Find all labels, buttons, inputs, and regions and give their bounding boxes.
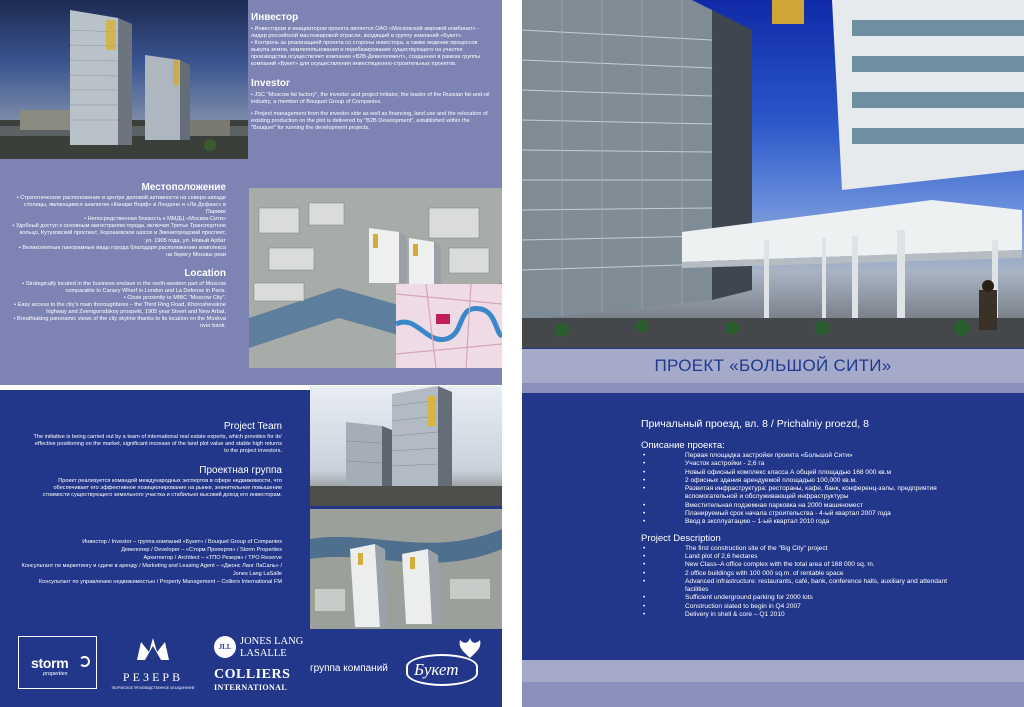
logo-jll <box>212 634 308 662</box>
list-item: • Delivery in shell & core – Q1 2010 <box>641 611 961 619</box>
project-address: Причальный проезд, вл. 8 / Prichalniy proezd, 8 <box>641 418 869 430</box>
jll-line1: JONES LANG <box>240 636 304 647</box>
project-title-band-lower <box>522 383 1024 393</box>
buket-word: Букет <box>414 660 459 679</box>
buket-prefix: группа компаний <box>310 663 388 674</box>
jll-line2: LASALLE <box>240 648 287 659</box>
paragraph: • Close proximity to MIBC "Moscow City". <box>123 295 226 302</box>
list-item: • Construction slated to begin in Q4 2007 <box>641 603 961 611</box>
investor-en-title: Investor <box>251 77 290 89</box>
bottom-band-lower <box>522 682 1024 707</box>
credit-line: Инвестор / Investor – группа компаний «Букет» / Bouquet Group of Companies <box>82 539 282 545</box>
colliers-line2: INTERNATIONAL <box>214 683 288 692</box>
team-en-title: Project Team <box>223 421 282 432</box>
location-en-body <box>12 281 226 331</box>
logo-buket <box>310 634 502 696</box>
storm-word: storm <box>31 655 69 671</box>
paragraph: • Breathtaking panoramic views of the city skyline thanks to its location on the Moskva river bank. <box>13 316 226 330</box>
list-item: • 2 офисных здания арендуемой площадью 100,000 кв.м. <box>641 477 961 485</box>
storm-sub: properties <box>43 671 68 677</box>
list-item: • Новый офисный комплекс класса А общей площадью 168 000 кв.м <box>641 469 961 477</box>
list-item: • New Class–A office complex with the total area of 168 000 sq. m. <box>641 561 961 569</box>
location-en-title: Location <box>184 267 226 279</box>
project-title-band <box>522 349 1024 383</box>
swirl-icon <box>79 656 90 667</box>
paragraph: • Инвестором и инициатором проекта является ОАО «Московский жировой комбинат» - лидер российской масложировой отрасли, входящий в группу компаний «Букет». <box>251 26 479 40</box>
flower-icon <box>454 634 486 660</box>
location-section <box>12 182 226 331</box>
team-en-body: The initiative is being carried out by a team of international real estate experts, which provides for its' effective positioning on the market, significant increase of the land plot value and stable high returns to the project investors. <box>33 434 282 455</box>
desc-en-title: Project Description <box>641 532 721 544</box>
team-ru-title: Проектная группа <box>199 465 282 477</box>
credit-line: Консультант по маркетингу и сдаче в аренду / Marketing and Leasing Agent – «Джонс Ланг ЛаСаль» / Jones Lang LaSalle <box>21 562 282 577</box>
paragraph: • Контроль за реализацией проекта со стороны инвестора, а также ведение процессов выкупа земли, землепользования и перебазирование существующего на участке производства осуществляет компания «В2В-Девелопмент», созданная в рамках группы компаний «Букет» для осуществления инвестиционно-строительных проектов. <box>251 40 481 68</box>
reserve-sub: ТВОРЧЕСКОЕ ПРОИЗВОДСТВЕННОЕ ОБЪЕДИНЕНИЕ <box>111 686 195 690</box>
team-ru-body: Проект реализуется командой международных экспертов в сфере недвижимости, что обеспечивает его эффективное позиционирование на рынке, значительное повышение стоимости существующего земельного участка и стабильно высокий доход его инвесторам. <box>42 478 282 499</box>
location-ru-body <box>12 195 226 259</box>
team-section <box>30 421 282 500</box>
river-aerial-render <box>310 509 502 629</box>
logo-reserve <box>108 636 198 692</box>
list-item: • Первая площадка застройки проекта «Большой Сити» <box>641 452 961 460</box>
project-description <box>641 440 961 619</box>
list-item: • Advanced infrastructure: restaurants, café, bank, conference halls, auxiliary and attendant facilities <box>641 578 961 595</box>
colliers-line1: COLLIERS <box>214 667 291 682</box>
list-item: • Land plot of 2,6 hectares <box>641 553 961 561</box>
paragraph: • Великолепные панорамные виды города благодаря расположению комплекса на берегу Москвы реки <box>18 244 226 258</box>
jll-circle: JLL <box>214 636 236 658</box>
list-item: • 2 office buildings with 100 000 sq.m. of rentable space <box>641 570 961 578</box>
list-item: • Развитая инфраструктура: рестораны, кафе, банк, конференц-залы, предприятия вспомогательной и обслуживающей инфраструктуры <box>641 485 961 502</box>
list-item: • Sufficient underground parking for 2000 lots <box>641 594 961 602</box>
paragraph: • JSC "Moscow fat factory", the investor and project initiator, the leader of the Russian fat-and-oil industry, a member of Bouquet Group of Companies. <box>251 91 490 105</box>
desc-ru-list <box>641 452 961 527</box>
paragraph: • Стратегическое расположение в центре деловой активности на северо-западе столицы, являющимся аналогом «Канари Ворф» в Лондоне и «Ла Дефанс» в Париже <box>16 195 226 216</box>
location-map <box>396 284 502 368</box>
investor-ru-body <box>251 26 491 69</box>
investor-section <box>251 12 491 132</box>
list-item: • Участок застройки - 2,6 га <box>641 460 961 468</box>
paragraph: • Easy access to the city's main thoroughfares – the Third Ring Road, Khoroshevskoe highway and Zvenigorodskoy prospekt, 1905 year Street and New Arbat. <box>14 302 226 316</box>
desc-en-list <box>641 545 961 620</box>
paragraph: • Strategically located in the business enclave in the north-western part of Moscow comparable to Canary Wharf in London and La Defense in Paris. <box>22 280 226 294</box>
bottom-band <box>522 660 1024 682</box>
reserve-word: РЕЗЕРВ <box>122 670 184 684</box>
location-ru-title: Местоположение <box>141 182 226 193</box>
paragraph: • Удобный доступ к основным магистралям города, включая Третье Транспортное кольцо, Кутузовский проспект, Хорошевское шоссе и Звенигородский проспект, ул. 1905 года, ул. Новый Арбат <box>12 223 226 244</box>
credits-list <box>20 539 282 586</box>
list-item: • The first construction site of the "Big City" project <box>641 545 961 553</box>
towers-evening-render <box>310 386 502 506</box>
desc-ru-title: Описание проекта: <box>641 440 725 451</box>
credit-line: Консультант по управлению недвижимостью / Property Management – Colliers International FM <box>39 578 282 585</box>
list-item: • Вместительная подземная парковка на 2000 машиномест <box>641 502 961 510</box>
investor-en-body <box>251 92 491 132</box>
list-item: • Планируемый срок начала строительства - 4-ый квартал 2007 года <box>641 510 961 518</box>
hero-render-photo <box>522 0 1024 348</box>
logo-storm <box>18 636 97 689</box>
credit-line: Архитектор / Architect – «ТПО Резерв» / TPO Reserve <box>143 554 282 561</box>
list-item: • Ввод в эксплуатацию – 1-ый квартал 2010 года <box>641 518 961 526</box>
project-title: ПРОЕКТ «БОЛЬШОЙ СИТИ» <box>654 356 892 375</box>
investor-ru-title: Инвестор <box>251 12 299 23</box>
paragraph: • Непосредственная близость к ММДЦ «Москва-Сити» <box>84 216 226 223</box>
credit-line: Девелопер / Developer – «Сторм Проперти» / Storm Properties <box>121 546 282 553</box>
logo-colliers <box>214 667 304 695</box>
towers-render-photo <box>0 0 248 159</box>
paragraph: • Project management from the investor side as well as financing, land use and the relocation of existing production on the plot is delivered by "B2B Development", established within the "Bouquet" for running the development projects. <box>251 110 488 131</box>
crown-icon <box>133 636 173 664</box>
